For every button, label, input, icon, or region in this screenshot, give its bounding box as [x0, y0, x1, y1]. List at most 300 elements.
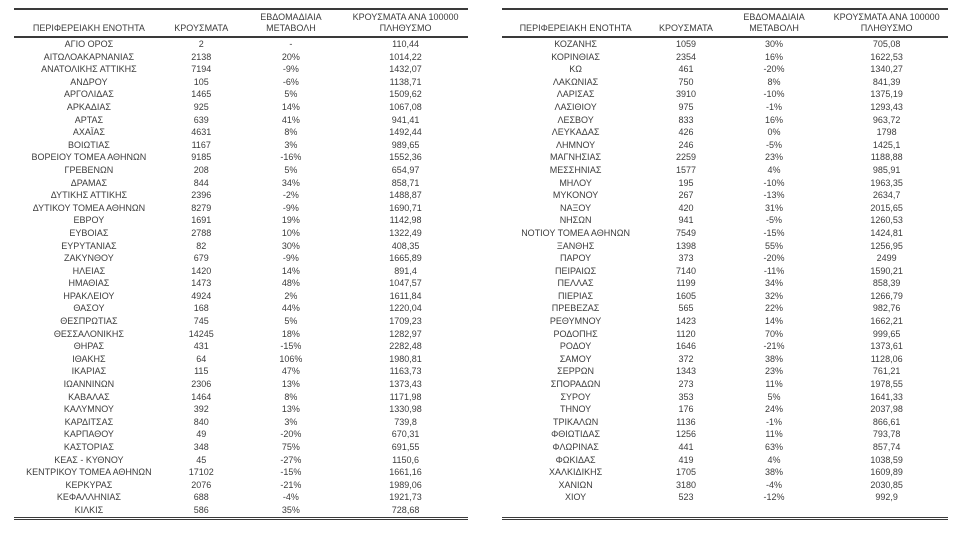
cases-cell: 1473 — [191, 278, 212, 289]
header-line-1: ΕΒΔΟΜΑΔΙΑΙΑ — [743, 12, 805, 22]
cases-per-100k-cell: 691,55 — [391, 442, 420, 452]
cases-per-100k-cell: 1978,55 — [870, 379, 903, 390]
region-name-cell: ΖΑΚΥΝΘΟΥ — [64, 253, 114, 264]
cases-cell: 7194 — [191, 64, 212, 75]
table-row — [502, 227, 948, 240]
header-line-2: ΠΕΡΙΦΕΡΕΙΑΚΗ ΕΝΟΤΗΤΑ — [32, 23, 145, 33]
region-name-cell: ΣΠΟΡΑΔΩΝ — [550, 379, 601, 390]
weekly-change-cell: 34% — [281, 177, 300, 188]
cases-per-100k-cell: 1330,98 — [389, 404, 422, 415]
table-row — [502, 340, 948, 353]
cases-cell: 1136 — [676, 416, 696, 427]
weekly-change-cell: -15% — [763, 227, 785, 238]
region-name-cell: ΑΡΤΑΣ — [74, 114, 104, 125]
region-name-cell: ΞΑΝΘΗΣ — [556, 240, 595, 251]
region-name-cell: ΑΡΓΟΛΙΔΑΣ — [63, 89, 114, 100]
cases-table-k-x — [502, 8, 948, 520]
weekly-change-cell: 5% — [284, 164, 298, 175]
cases-per-100k-cell: 1282,97 — [389, 328, 422, 339]
table-row — [14, 164, 468, 177]
weekly-change-cell: 18% — [281, 328, 300, 339]
weekly-change-cell: -1% — [766, 416, 783, 427]
region-name-cell: ΧΙΟΥ — [564, 492, 587, 503]
cases-per-100k-cell: 999,65 — [872, 328, 901, 339]
cases-per-100k-cell: 670,31 — [391, 429, 420, 440]
region-name-cell: ΚΩ — [569, 64, 582, 75]
cases-per-100k-cell: 857,74 — [872, 442, 901, 452]
table-row — [502, 252, 948, 265]
table-row — [502, 491, 948, 504]
table-row — [502, 328, 948, 341]
column-header-regional-unit — [14, 9, 164, 37]
cases-cell: 2396 — [191, 190, 212, 201]
cases-cell: 750 — [678, 76, 694, 87]
region-name-cell: ΝΑΞΟΥ — [560, 202, 592, 213]
cases-cell: 2788 — [191, 227, 212, 238]
weekly-change-cell: -10% — [763, 89, 785, 100]
table-row — [14, 252, 468, 265]
cases-cell: 7140 — [675, 265, 696, 276]
cases-cell: 840 — [193, 416, 209, 427]
region-name-cell: ΦΩΚΙΔΑΣ — [555, 454, 596, 465]
region-name-cell: ΛΑΚΩΝΙΑΣ — [552, 76, 599, 87]
table-body — [14, 37, 468, 518]
cases-per-100k-cell: 1590,21 — [870, 265, 903, 276]
region-name-cell — [502, 504, 649, 518]
cases-per-100k-cell: 2030,85 — [870, 479, 903, 490]
table-row — [14, 277, 468, 290]
cases-cell: 688 — [193, 492, 209, 503]
header-line-1: ΚΡΟΥΣΜΑΤΑ ΑΝΑ 100000 — [352, 12, 459, 22]
cases-cell: 17102 — [188, 467, 214, 478]
cases-cell: 168 — [193, 303, 209, 314]
table-row — [502, 114, 948, 127]
cases-per-100k-cell: 1921,73 — [389, 492, 422, 503]
cases-per-100k-cell: 963,72 — [872, 114, 901, 125]
region-name-cell: ΕΒΡΟΥ — [73, 215, 105, 226]
table-row — [502, 101, 948, 114]
region-name-cell: ΔΥΤΙΚΟΥ ΤΟΜΕΑ ΑΘΗΝΩΝ — [32, 202, 146, 213]
cases-per-100k-cell — [825, 504, 948, 518]
weekly-change-cell: 24% — [765, 404, 784, 415]
cases-per-100k-cell: 1373,43 — [389, 379, 422, 390]
cases-per-100k-cell: 1047,57 — [389, 278, 422, 289]
weekly-change-cell: -21% — [763, 341, 785, 352]
region-name-cell: ΚΕΡΚΥΡΑΣ — [65, 479, 113, 490]
weekly-change-cell: -20% — [763, 253, 785, 264]
regions-table-panel-a-k — [14, 8, 468, 520]
region-name-cell: ΘΕΣΣΑΛΟΝΙΚΗΣ — [53, 328, 124, 339]
cases-cell: 565 — [678, 303, 694, 314]
weekly-change-cell: 10% — [281, 227, 300, 238]
weekly-change-cell: 4% — [767, 164, 781, 175]
cases-per-100k-cell: 1067,08 — [389, 101, 422, 112]
weekly-change-cell: -5% — [766, 139, 783, 150]
region-name-cell: ΦΘΙΩΤΙΔΑΣ — [551, 429, 601, 440]
table-row — [14, 51, 468, 64]
header-row — [502, 9, 948, 37]
cases-cell: 273 — [678, 379, 694, 390]
region-name-cell: ΚΙΛΚΙΣ — [74, 504, 104, 515]
region-name-cell: ΑΙΤΩΛΟΑΚΑΡΝΑΝΙΑΣ — [43, 51, 135, 62]
cases-cell: 639 — [193, 114, 209, 125]
cases-cell: 115 — [194, 366, 209, 377]
cases-cell: 1465 — [191, 89, 212, 100]
table-row — [502, 37, 948, 51]
weekly-change-cell: 5% — [284, 89, 298, 100]
table-row — [502, 479, 948, 492]
cases-per-100k-cell: 1709,23 — [389, 316, 422, 327]
cases-cell: 441 — [678, 442, 694, 452]
weekly-change-cell: 34% — [765, 278, 784, 289]
region-name-cell: ΗΛΕΙΑΣ — [72, 265, 106, 276]
table-row — [502, 265, 948, 278]
table-row — [502, 139, 948, 152]
cases-per-100k-cell: 1142,98 — [389, 215, 422, 226]
weekly-change-cell: 8% — [284, 127, 298, 138]
table-row — [502, 454, 948, 467]
weekly-change-cell: 11% — [765, 429, 783, 440]
region-name-cell: ΚΑΛΥΜΝΟΥ — [63, 404, 114, 415]
table-row — [502, 126, 948, 139]
region-name-cell: ΚΑΣΤΟΡΙΑΣ — [63, 442, 114, 452]
cases-per-100k-cell: 1322,49 — [389, 227, 422, 238]
table-row — [502, 76, 948, 89]
table-row — [502, 441, 948, 454]
weekly-change-cell: 48% — [281, 278, 300, 289]
weekly-change-cell: -20% — [763, 64, 785, 75]
cases-cell: 1199 — [676, 278, 696, 289]
region-name-cell: ΓΡΕΒΕΝΩΝ — [64, 164, 114, 175]
cases-cell: 1256 — [675, 429, 696, 440]
cases-per-100k-cell: 1163,73 — [389, 366, 422, 377]
cases-cell: 1120 — [676, 328, 696, 339]
header-line-2: ΠΕΡΙΦΕΡΕΙΑΚΗ ΕΝΟΤΗΤΑ — [519, 23, 632, 33]
region-name-cell: ΤΡΙΚΑΛΩΝ — [552, 416, 599, 427]
table-row — [502, 277, 948, 290]
region-name-cell: ΘΗΡΑΣ — [73, 341, 105, 352]
table-row — [502, 290, 948, 303]
cases-cell: 1343 — [675, 366, 696, 377]
header-line-2: ΜΕΤΑΒΟΛΗ — [749, 23, 799, 33]
cases-cell: 1577 — [675, 164, 696, 175]
cases-per-100k-cell: 1611,84 — [389, 290, 422, 301]
table-row — [14, 365, 468, 378]
table-row — [14, 454, 468, 467]
weekly-change-cell: 23% — [765, 152, 784, 163]
table-row — [502, 315, 948, 328]
cases-per-100k-cell: 1340,27 — [870, 64, 903, 75]
weekly-change-cell: 14% — [765, 316, 784, 327]
cases-cell: 208 — [193, 164, 209, 175]
region-name-cell: ΠΕΙΡΑΙΩΣ — [555, 265, 597, 276]
cases-per-100k-cell: 2037,98 — [870, 404, 903, 415]
table-row — [502, 416, 948, 429]
region-name-cell: ΕΥΡΥΤΑΝΙΑΣ — [61, 240, 117, 251]
cases-per-100k-cell: 985,91 — [872, 164, 901, 175]
region-name-cell: ΠΙΕΡΙΑΣ — [558, 290, 594, 301]
cases-per-100k-cell: 1373,61 — [870, 341, 903, 352]
region-name-cell: ΙΚΑΡΙΑΣ — [71, 366, 107, 377]
cases-per-100k-cell: 841,39 — [872, 76, 901, 87]
table-row — [502, 403, 948, 416]
header-line-1: ΕΒΔΟΜΑΔΙΑΙΑ — [260, 12, 322, 22]
table-row — [14, 466, 468, 479]
table-row — [14, 63, 468, 76]
weekly-change-cell: 8% — [767, 76, 781, 87]
cases-cell: 353 — [678, 391, 694, 402]
column-header-cases-per-100k — [343, 9, 468, 37]
region-name-cell: ΚΑΡΔΙΤΣΑΣ — [64, 416, 114, 427]
weekly-change-cell: 31% — [765, 202, 784, 213]
weekly-change-cell: 75% — [281, 442, 300, 452]
table-row — [502, 51, 948, 64]
region-name-cell: ΙΩΑΝΝΙΝΩΝ — [63, 379, 115, 390]
column-header-cases — [649, 9, 723, 37]
table-row — [502, 63, 948, 76]
region-name-cell: ΧΑΛΚΙΔΙΚΗΣ — [549, 467, 603, 478]
cases-per-100k-cell: 761,21 — [872, 366, 901, 377]
region-name-cell: ΑΧΑΪΑΣ — [72, 127, 105, 138]
weekly-change-cell: 14% — [281, 265, 300, 276]
weekly-change-cell: -10% — [763, 177, 785, 188]
region-name-cell: ΔΡΑΜΑΣ — [70, 177, 108, 188]
weekly-change-cell: -6% — [282, 76, 299, 87]
region-name-cell: ΡΕΘΥΜΝΟΥ — [549, 316, 602, 327]
cases-per-100k-cell: 1488,87 — [389, 190, 422, 201]
table-row — [14, 151, 468, 164]
cases-cell: 461 — [678, 64, 694, 75]
header-row — [14, 9, 468, 37]
header-line-2: ΚΡΟΥΣΜΑΤΑ — [658, 23, 713, 33]
column-header-weekly-change — [239, 9, 343, 37]
region-name-cell: ΜΗΛΟΥ — [559, 177, 592, 188]
weekly-change-cell: 16% — [765, 51, 784, 62]
region-name-cell: ΡΟΔΟΥ — [559, 341, 592, 352]
region-name-cell: ΑΡΚΑΔΙΑΣ — [66, 101, 111, 112]
table-row — [502, 302, 948, 315]
cases-cell: 4924 — [191, 290, 212, 301]
cases-per-100k-cell: 992,9 — [875, 492, 898, 503]
cases-cell: 1691 — [191, 215, 212, 226]
cases-per-100k-cell: 1963,35 — [870, 177, 903, 188]
cases-per-100k-cell: 1665,89 — [389, 253, 422, 264]
cases-per-100k-cell: 858,39 — [872, 278, 901, 289]
region-name-cell: ΑΝΔΡΟΥ — [70, 76, 108, 87]
table-row — [14, 504, 468, 518]
cases-cell: 431 — [193, 341, 209, 352]
weekly-change-cell: 13% — [281, 404, 300, 415]
region-name-cell: ΗΡΑΚΛΕΙΟΥ — [63, 290, 115, 301]
region-name-cell: ΚΕΑΣ - ΚΥΘΝΟΥ — [54, 454, 124, 465]
weekly-change-cell: -15% — [280, 341, 302, 352]
table-row — [502, 151, 948, 164]
cases-per-100k-cell: 1138,71 — [389, 76, 422, 87]
table-row — [502, 365, 948, 378]
cases-cell — [649, 504, 723, 518]
cases-per-100k-cell: 1641,33 — [870, 391, 903, 402]
table-row — [502, 466, 948, 479]
cases-per-100k-cell: 1128,06 — [870, 353, 903, 364]
cases-cell: 1167 — [191, 139, 211, 150]
table-row — [502, 214, 948, 227]
cases-cell: 45 — [196, 454, 207, 465]
cases-cell: 3910 — [675, 89, 696, 100]
cases-cell: 3180 — [675, 479, 696, 490]
cases-cell: 348 — [193, 442, 209, 452]
region-name-cell: ΦΛΩΡΙΝΑΣ — [552, 442, 599, 452]
cases-cell: 2259 — [675, 152, 696, 163]
weekly-change-cell: 3% — [284, 416, 298, 427]
table-row — [14, 340, 468, 353]
weekly-change-cell: 70% — [765, 328, 784, 339]
cases-cell: 1423 — [675, 316, 696, 327]
table-row — [14, 391, 468, 404]
table-row — [14, 177, 468, 190]
cases-cell: 1705 — [675, 467, 696, 478]
region-name-cell: ΚΕΦΑΛΛΗΝΙΑΣ — [56, 492, 121, 503]
cases-cell: 14245 — [188, 328, 214, 339]
weekly-change-cell: -4% — [766, 479, 783, 490]
cases-per-100k-cell: 793,78 — [872, 429, 901, 440]
cases-per-100k-cell: 1662,21 — [870, 316, 903, 327]
column-header-weekly-change — [723, 9, 826, 37]
table-row — [14, 441, 468, 454]
weekly-change-cell: -13% — [763, 190, 785, 201]
cases-cell: 105 — [193, 76, 209, 87]
weekly-change-cell: 14% — [281, 101, 300, 112]
region-name-cell: ΛΕΥΚΑΔΑΣ — [551, 127, 600, 138]
column-header-cases-per-100k — [825, 9, 948, 37]
regions-table-panel-k-x — [502, 8, 948, 520]
cases-per-100k-cell: 858,71 — [391, 177, 420, 188]
cases-per-100k-cell: 1690,71 — [389, 202, 422, 213]
weekly-change-cell: 13% — [281, 379, 300, 390]
table-row — [14, 378, 468, 391]
cases-cell: 586 — [193, 504, 209, 515]
cases-cell: 426 — [678, 127, 694, 138]
table-row — [14, 139, 468, 152]
region-name-cell: ΜΑΓΝΗΣΙΑΣ — [550, 152, 602, 163]
cases-per-100k-cell: 1492,44 — [389, 127, 422, 138]
cases-cell: 420 — [678, 202, 694, 213]
cases-per-100k-cell: 1509,62 — [389, 89, 422, 100]
cases-cell: 941 — [678, 215, 694, 226]
table-row — [14, 403, 468, 416]
weekly-change-cell: -9% — [282, 202, 299, 213]
weekly-change-cell: 63% — [765, 442, 784, 452]
region-name-cell: ΚΑΒΑΛΑΣ — [68, 391, 110, 402]
weekly-change-cell: -12% — [763, 492, 785, 503]
cases-per-100k-cell: 2282,48 — [389, 341, 422, 352]
region-name-cell: ΧΑΝΙΩΝ — [558, 479, 593, 490]
cases-per-100k-cell: 1432,07 — [389, 64, 422, 75]
cases-cell: 246 — [678, 139, 694, 150]
weekly-change-cell: -9% — [282, 64, 299, 75]
cases-per-100k-cell: 1014,22 — [389, 51, 422, 62]
cases-cell: 745 — [193, 316, 209, 327]
cases-per-100k-cell: 2499 — [876, 253, 897, 264]
table-row — [14, 328, 468, 341]
cases-per-100k-cell: 1220,04 — [389, 303, 422, 314]
cases-cell: 267 — [678, 190, 694, 201]
weekly-change-cell: 47% — [281, 366, 300, 377]
region-name-cell: ΠΕΛΛΑΣ — [557, 278, 594, 289]
weekly-change-cell: 16% — [765, 114, 784, 125]
header-line-2: ΠΛΗΘΥΣΜΟ — [379, 23, 432, 33]
weekly-change-cell: 32% — [765, 290, 784, 301]
table-row — [502, 240, 948, 253]
weekly-change-cell: 11% — [765, 379, 783, 390]
cases-per-100k-cell: 705,08 — [872, 39, 901, 49]
table-row — [502, 189, 948, 202]
cases-per-100k-cell: 1424,81 — [870, 227, 903, 238]
weekly-change-cell: 30% — [281, 240, 300, 251]
cases-per-100k-cell: 1171,98 — [389, 391, 422, 402]
cases-per-100k-cell: 989,65 — [391, 139, 420, 150]
region-name-cell: ΒΟΡΕΙΟΥ ΤΟΜΕΑ ΑΘΗΝΩΝ — [31, 152, 147, 163]
cases-per-100k-cell: 1980,81 — [389, 353, 422, 364]
table-row — [14, 265, 468, 278]
weekly-change-cell: 19% — [281, 215, 300, 226]
cases-per-100k-cell: 728,68 — [391, 504, 420, 515]
weekly-change-cell: -5% — [766, 215, 783, 226]
table-body — [502, 37, 948, 518]
cases-cell: 1646 — [675, 341, 696, 352]
region-name-cell: ΘΕΣΠΡΩΤΙΑΣ — [60, 316, 118, 327]
region-name-cell: ΛΑΣΙΘΙΟΥ — [554, 101, 597, 112]
table-row — [502, 391, 948, 404]
table-row — [502, 378, 948, 391]
weekly-change-cell: 5% — [767, 391, 781, 402]
weekly-change-cell: 41% — [281, 114, 300, 125]
cases-cell: 2354 — [675, 51, 696, 62]
cases-cell: 2076 — [191, 479, 212, 490]
cases-cell: 833 — [678, 114, 694, 125]
region-name-cell: ΑΝΑΤΟΛΙΚΗΣ ΑΤΤΙΚΗΣ — [41, 64, 137, 75]
column-header-cases — [164, 9, 239, 37]
table-row — [14, 302, 468, 315]
weekly-change-cell: -2% — [282, 190, 299, 201]
cases-per-100k-cell: 1266,79 — [870, 290, 903, 301]
table-header — [502, 9, 948, 37]
table-row — [14, 428, 468, 441]
table-row — [14, 240, 468, 253]
header-line-2: ΚΡΟΥΣΜΑΤΑ — [174, 23, 229, 33]
cases-cell: 1464 — [191, 391, 212, 402]
cases-per-100k-cell: 891,4 — [394, 265, 417, 276]
column-header-regional-unit — [502, 9, 649, 37]
weekly-change-cell: 23% — [765, 366, 784, 377]
cases-cell: 523 — [678, 492, 694, 503]
cases-per-100k-cell: 1989,06 — [389, 479, 422, 490]
cases-cell: 1059 — [675, 39, 696, 49]
table-header — [14, 9, 468, 37]
region-name-cell: ΛΗΜΝΟΥ — [555, 139, 596, 150]
cases-cell: 49 — [196, 429, 207, 440]
table-row — [502, 177, 948, 190]
region-name-cell: ΡΟΔΟΠΗΣ — [553, 328, 598, 339]
weekly-change-cell: 3% — [284, 139, 298, 150]
table-row — [502, 202, 948, 215]
cases-per-100k-cell: 1425,1 — [872, 139, 901, 150]
region-name-cell: ΛΕΣΒΟΥ — [557, 114, 594, 125]
cases-cell: 372 — [678, 353, 694, 364]
cases-cell: 195 — [678, 177, 694, 188]
cases-cell: 1398 — [675, 240, 696, 251]
region-name-cell: ΝΟΤΙΟΥ ΤΟΜΕΑ ΑΘΗΝΩΝ — [521, 227, 630, 238]
header-line-2: ΜΕΤΑΒΟΛΗ — [266, 23, 316, 33]
